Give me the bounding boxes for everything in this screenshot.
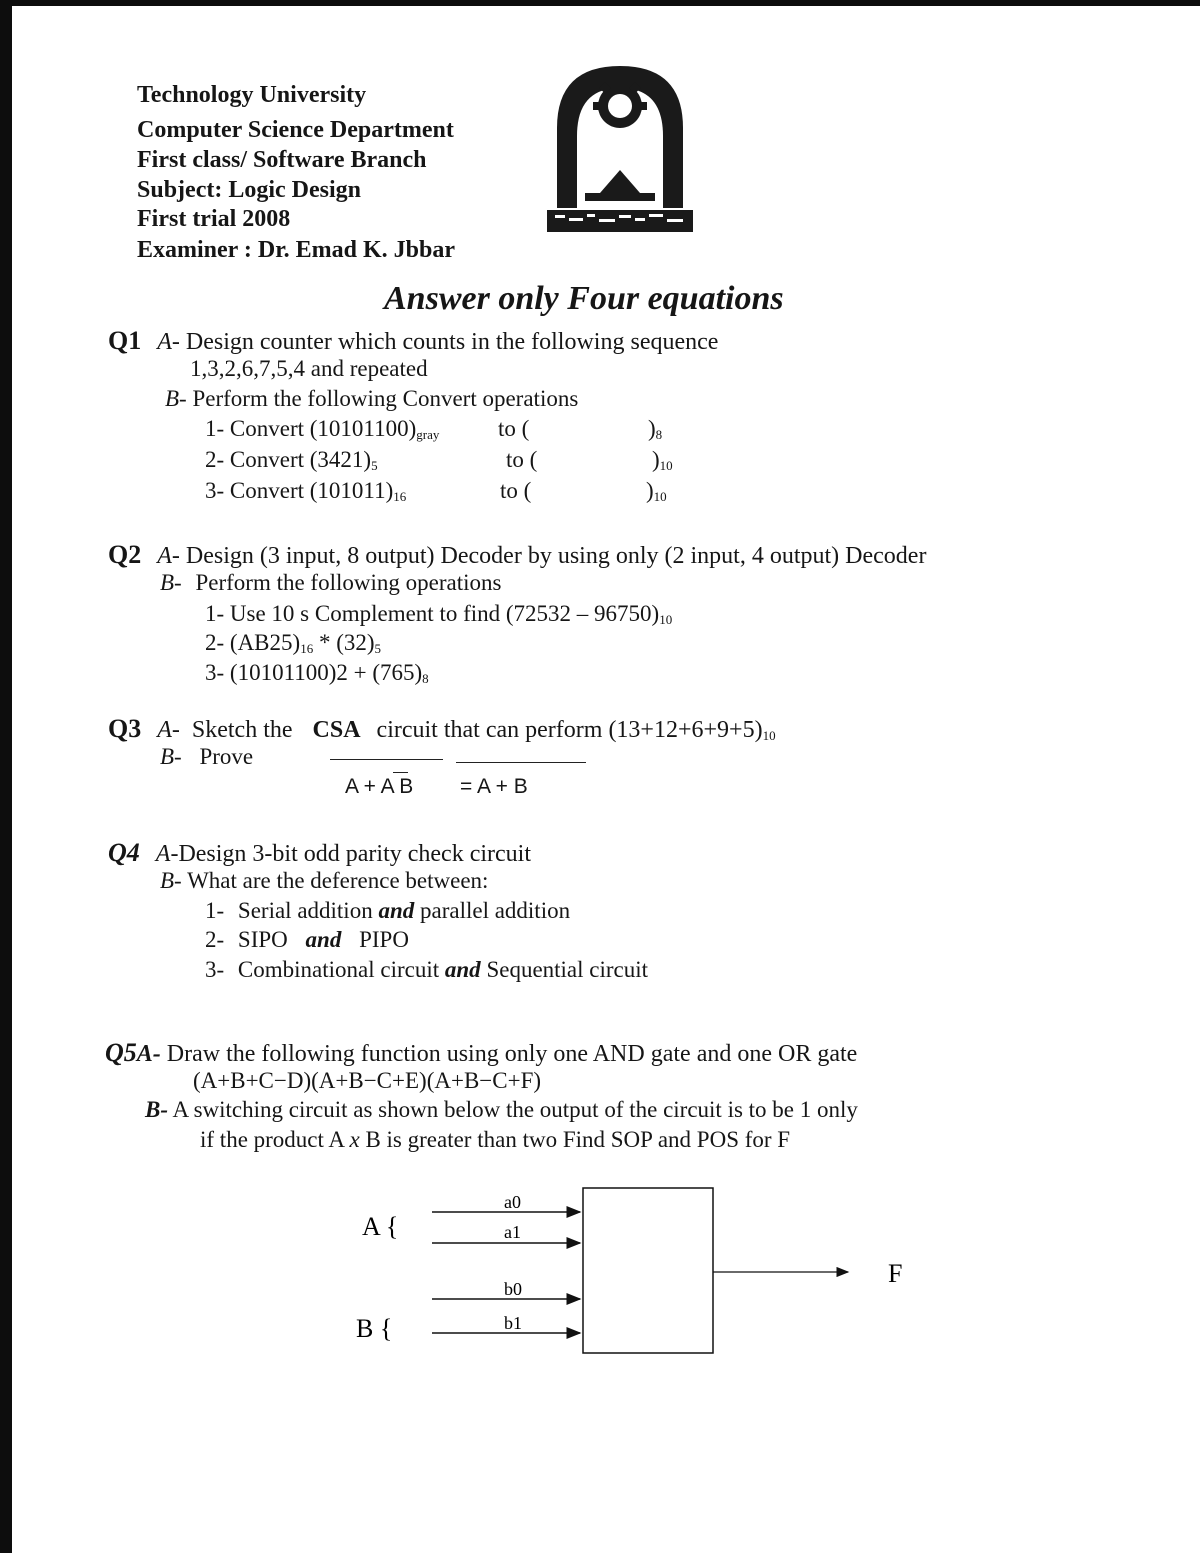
q5-b-label: B- (145, 1097, 168, 1122)
label-group-b: B { (356, 1314, 393, 1343)
q1-a-text: Design counter which counts in the following sequence (185, 329, 719, 355)
q2-item2-s2: 5 (374, 641, 382, 656)
q3-equation-left: A + A B (345, 775, 414, 798)
label-output-f: F (888, 1259, 903, 1288)
switching-circuit-diagram (340, 1180, 920, 1360)
q1-part-a (108, 326, 718, 356)
q2-number: Q2 (108, 540, 142, 569)
q1-item3-sub: 16 (393, 489, 407, 504)
q4-item3-num: 3- (205, 957, 225, 982)
q4-part-a (108, 838, 531, 868)
q5-b-text-2b: B is greater than two Find SOP and POS for F (365, 1127, 791, 1152)
q2-item-3 (205, 660, 429, 687)
q1-number: Q1 (108, 326, 142, 355)
header-subject: Subject: Logic Design (137, 177, 361, 203)
q1-item1-to: to ( (498, 416, 530, 441)
q3-overbar-left (330, 759, 443, 760)
scan-border-left (0, 0, 12, 1553)
label-b1: b1 (504, 1313, 522, 1333)
q2-item2-p1: 2- (AB25) (205, 630, 301, 655)
label-b0: b0 (504, 1279, 522, 1299)
q4-item2-x: SIPO (237, 927, 288, 952)
q1-item3-paren: ) (646, 478, 654, 503)
q3-a-text-2: circuit that can perform (13+12+6+9+5) (376, 717, 763, 743)
q2-b-label: B- (160, 570, 182, 595)
q1-item2-paren: ) (652, 447, 660, 472)
header-examiner: Examiner : Dr. Emad K. Jbbar (137, 237, 456, 263)
q3-a-csa: CSA (312, 717, 361, 743)
header-class-branch: First class/ Software Branch (137, 147, 427, 173)
q4-item1-x: Serial addition (237, 898, 373, 923)
header-university: Technology University (137, 82, 367, 108)
q4-item2-y: PIPO (359, 927, 409, 952)
q5-b-text-1: A switching circuit as shown below the output of the circuit is to be 1 only (172, 1097, 858, 1122)
header-department: Computer Science Department (137, 117, 454, 143)
q4-a-text: Design 3-bit odd parity check circuit (178, 841, 531, 867)
q4-item3-and: and (444, 957, 481, 982)
q2-item1-text: 1- Use 10 s Complement to find (72532 – 96750) (205, 601, 660, 626)
q2-part-a (108, 540, 926, 570)
q3-a-text-1: Sketch the (191, 717, 293, 743)
q3-a-label: A- (157, 717, 180, 743)
q1-convert-item-1 (205, 416, 439, 443)
q1-a-label: A- (157, 329, 180, 355)
q1-item3-to: to ( (500, 478, 532, 503)
q1-b-text: Perform the following Convert operations (192, 386, 579, 411)
q1-item1-paren: ) (648, 416, 656, 441)
q2-item3-s1: 8 (422, 671, 429, 686)
q1-a-sequence: 1,3,2,6,7,5,4 and repeated (190, 356, 428, 381)
q4-item1-and: and (378, 898, 415, 923)
label-a0: a0 (504, 1192, 521, 1212)
q1-item1-base: 8 (655, 427, 663, 442)
q5-part-a (105, 1038, 857, 1068)
circuit-block (583, 1188, 713, 1353)
q2-item-1 (205, 601, 672, 628)
q2-item2-p2: * (32) (313, 630, 375, 655)
q1-item1-close (648, 416, 662, 443)
q4-item-3 (205, 957, 648, 983)
q4-b-label: B- (160, 868, 182, 893)
q1-convert-item-3 (205, 478, 406, 505)
q1-item2-to: to ( (506, 447, 538, 472)
q3-a-sub: 10 (762, 728, 776, 743)
q2-item3-p1: 3- (10101100)2 + (765) (205, 660, 423, 685)
q4-item1-num: 1- (205, 898, 225, 923)
q4-a-label: A- (155, 841, 179, 867)
q4-b-text: What are the deference between: (187, 868, 489, 893)
q3-overbar-right (456, 762, 586, 763)
q2-a-label: A- (157, 543, 180, 569)
q5-a-expression: (A+B+C−D)(A+B−C+E)(A+B−C+F) (193, 1068, 542, 1093)
q4-number: Q4 (108, 838, 140, 867)
scan-border-top (0, 0, 1200, 6)
q3-b-label: B- (160, 744, 182, 769)
q4-item3-y: Sequential circuit (486, 957, 649, 982)
label-a1: a1 (504, 1222, 521, 1242)
q5-part-b (145, 1097, 858, 1123)
q3-b-text: Prove (199, 744, 254, 769)
q1-item3-base: 10 (653, 489, 667, 504)
q4-part-b (160, 868, 488, 894)
q3-equation-right: = A + B (460, 775, 528, 798)
q4-item3-x: Combinational circuit (237, 957, 440, 982)
q1-convert-item-2 (205, 447, 378, 474)
q5-a-text: Draw the following function using only one AND gate and one OR gate (166, 1041, 858, 1067)
header-trial: First trial 2008 (137, 206, 291, 232)
q3-number: Q3 (108, 714, 142, 743)
label-group-a: A { (362, 1212, 399, 1241)
q5-number: Q5 (105, 1038, 137, 1067)
q1-item1-prefix: 1- Convert (10101100) (205, 416, 417, 441)
q1-item2-base: 10 (659, 458, 673, 473)
q4-item2-num: 2- (205, 927, 225, 952)
q1-item1-sub: gray (416, 427, 440, 442)
q2-part-b (160, 570, 501, 596)
q3-overbar-a (393, 772, 408, 773)
q5-a-label: A- (136, 1041, 161, 1067)
q2-item2-s1: 16 (300, 641, 314, 656)
university-logo (545, 58, 695, 234)
q4-item2-and: and (305, 927, 342, 952)
q4-item-2 (205, 927, 409, 953)
q2-item1-sub: 10 (659, 612, 673, 627)
q5-b-line-2 (200, 1127, 790, 1153)
q2-a-text: Design (3 input, 8 output) Decoder by using only (2 input, 4 output) Decoder (185, 543, 927, 569)
q5-b-times: x (349, 1127, 360, 1152)
q4-item1-y: parallel addition (420, 898, 571, 923)
q3-part-a (108, 714, 776, 744)
q1-b-label: B- (165, 386, 187, 411)
exam-instruction-title: Answer only Four equations (384, 280, 784, 317)
q1-item3-prefix: 3- Convert (101011) (205, 478, 394, 503)
q4-item-1 (205, 898, 570, 924)
q1-item3-close (646, 478, 667, 505)
q2-item-2 (205, 630, 381, 657)
q2-b-text: Perform the following operations (195, 570, 502, 595)
q5-b-text-2a: if the product A (200, 1127, 344, 1152)
q1-item2-close (652, 447, 673, 474)
q1-item2-prefix: 2- Convert (3421) (205, 447, 372, 472)
q1-part-b (165, 386, 578, 412)
q1-item2-sub: 5 (371, 458, 378, 473)
q3-part-b (160, 744, 253, 770)
